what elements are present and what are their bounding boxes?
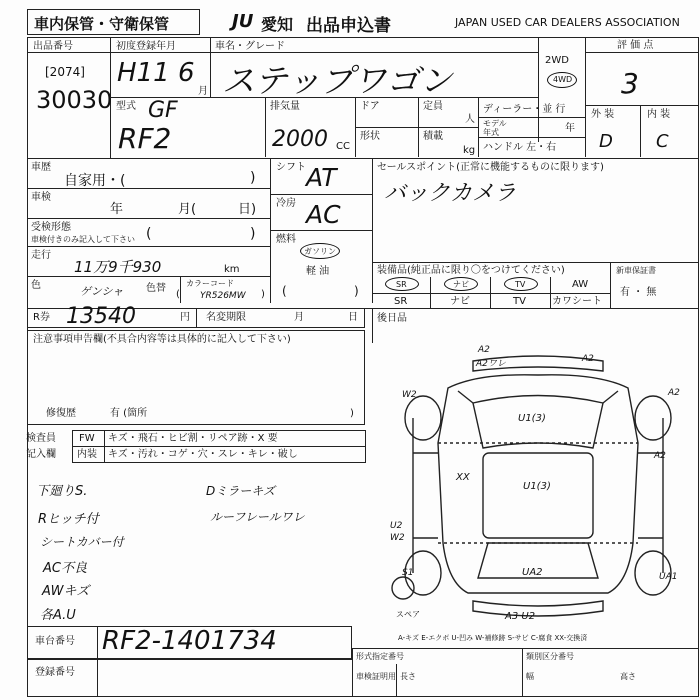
doors-label: ドア — [360, 101, 380, 112]
storage-type-box — [27, 9, 200, 35]
fuel-label: 燃料 — [276, 234, 296, 245]
note-line-4: AC不良 — [43, 561, 87, 576]
diag-mark-1: A2 — [478, 345, 490, 355]
inspector-label-1: 検査員 — [26, 433, 56, 444]
handle-label: ハンドル 左・右 — [483, 142, 557, 153]
logo-text: 愛知 — [261, 15, 294, 34]
change-day: 日 — [348, 312, 358, 323]
color-code-label: カラーコード — [186, 279, 234, 288]
model-value-bottom: RF2 — [118, 122, 172, 155]
note-right-2: ルーフレールワレ — [210, 510, 305, 524]
model-value-top: GF — [148, 98, 178, 123]
cert-width: 幅 — [526, 672, 534, 681]
diag-mark-9: U1(3) — [523, 481, 551, 492]
equipment-item-2: ナビ — [450, 296, 470, 307]
sales-point-value: バックカメラ — [384, 181, 517, 206]
fuel-option: 軽 油 — [306, 266, 330, 277]
equipment-circled-3: TV — [515, 280, 526, 289]
note-line-6: 各A.U — [40, 608, 76, 623]
equipment-aw: AW — [572, 279, 589, 290]
equipment-circled-1: SR — [396, 280, 407, 289]
recycle-label: R券 — [33, 312, 50, 323]
equipment-label: 装備品(純正品に限り〇をつけてください) — [377, 265, 565, 276]
diag-mark-2: A2ワレ — [476, 359, 506, 369]
color-code-value: YR526MW — [200, 291, 246, 301]
displacement-value: 2000 — [272, 127, 328, 152]
chassis-value: RF2-1401734 — [102, 626, 277, 656]
aircon-value: AC — [306, 200, 341, 229]
change-label: 名変期限 — [206, 312, 246, 323]
storage-type: 車内保管・守衛保管 — [34, 15, 170, 33]
lot-label: 出品番号 — [33, 41, 73, 52]
usage-value: 自家用・( — [64, 173, 126, 189]
association-name: JAPAN USED CAR DEALERS ASSOCIATION — [455, 16, 680, 29]
color-value: ゲンシャ — [80, 285, 124, 298]
damage-legend: A-キズ E-エクボ U-凹み W-補修跡 S-サビ C-腐食 XX-交換済 — [398, 634, 588, 642]
sub-type-close: ) — [250, 226, 256, 242]
exterior-value: D — [599, 131, 613, 152]
diag-mark-10: U2 — [390, 521, 403, 531]
equipment-item-3: TV — [513, 296, 526, 307]
interior-ins-label: 内装 — [77, 449, 97, 460]
shape-label: 形状 — [360, 131, 380, 142]
form-title: 出品申込書 — [306, 16, 391, 36]
score-value: 3 — [621, 67, 639, 100]
repair-value: 有 (箇所 — [110, 408, 148, 419]
fuel-open: ( — [282, 284, 287, 298]
recycle-value: 13540 — [66, 304, 136, 329]
fw-items: キズ・飛石・ヒビ割・リペア跡・X 要 — [108, 433, 278, 444]
mileage-unit: km — [224, 264, 240, 275]
notes-label: 注意事項申告欄(不具合内容等は具体的に記入して下さい) — [33, 334, 291, 345]
note-line-3: シートカバー付 — [40, 535, 124, 549]
roof — [483, 453, 593, 538]
usage-label: 車歴 — [31, 162, 51, 173]
logo-mark: JU — [232, 11, 254, 32]
color-close: ) — [261, 289, 265, 300]
right-side — [638, 418, 663, 573]
after-label: 後日品 — [377, 313, 407, 324]
lot-bracket: [2074] — [45, 65, 85, 79]
sub-type-note: 車検付きのみ記入して下さい — [31, 235, 135, 244]
shift-label: シフト — [276, 162, 306, 173]
cert-label: 車検証明用 — [356, 672, 396, 681]
shift-value: AT — [306, 163, 337, 192]
registration-month: 6 — [178, 58, 195, 88]
diag-mark-14: UA1 — [659, 572, 678, 582]
recycle-unit: 円 — [180, 312, 190, 323]
mileage-value: 11万9千930 — [74, 258, 162, 276]
year-unit: 年 — [565, 123, 575, 134]
note-right-1: Dミラーキズ — [206, 484, 276, 498]
color-label: 色 — [31, 280, 41, 291]
equipment-item-1: SR — [394, 296, 408, 307]
sub-type-label: 受検形態 — [31, 222, 71, 233]
paint-label: 色替 — [146, 283, 166, 294]
diag-mark-12: S1 — [402, 568, 414, 578]
repair-close: ) — [350, 408, 354, 419]
new-warranty-value: 有 ・ 無 — [620, 287, 657, 298]
diag-mark-3: A2 — [582, 354, 594, 364]
capacity-unit: 人 — [465, 114, 475, 125]
model-year-label: モデル 年式 — [483, 119, 507, 137]
cert-height: 高さ — [620, 672, 636, 681]
interior-ins-items: キズ・汚れ・コゲ・穴・スレ・キレ・破し — [108, 449, 298, 460]
mileage-label: 走行 — [31, 250, 51, 261]
equipment-circled-2: ナビ — [453, 280, 469, 289]
model-label: 型式 — [116, 101, 136, 112]
aircon-label: 冷房 — [276, 198, 296, 209]
diag-mark-6: U1(3) — [518, 413, 546, 424]
diag-mark-7: A2 — [654, 451, 666, 461]
load-label: 積載 — [423, 131, 443, 142]
drive-value: 4WD — [553, 75, 573, 84]
car-name-label: 車名・グレード — [215, 41, 285, 52]
wheel-fr — [635, 396, 671, 440]
cert-length: 長さ — [400, 672, 416, 681]
score-label: 評 価 点 — [617, 40, 654, 51]
exterior-label: 外 装 — [591, 109, 615, 120]
diag-mark-8: XX — [456, 472, 470, 483]
usage-close: ) — [250, 170, 256, 186]
inspection-label: 車検 — [31, 192, 51, 203]
capacity-label: 定員 — [423, 101, 443, 112]
note-line-1: 下廻りS. — [36, 484, 88, 499]
displacement-unit: CC — [336, 141, 350, 152]
note-line-5: AWキズ — [42, 584, 90, 599]
registration-label: 初度登録年月 — [116, 41, 176, 52]
sales-point-label: セールスポイント(正常に機能するものに限ります) — [377, 162, 604, 173]
class-no-label: 類別区分番号 — [526, 652, 574, 661]
diag-mark-5: A2 — [668, 388, 680, 398]
fuel-close: ) — [354, 284, 359, 298]
type-no-label: 形式指定番号 — [356, 652, 404, 661]
rear-bumper — [473, 601, 603, 616]
diag-mark-4: W2 — [402, 390, 417, 400]
inspector-label-2: 記入欄 — [26, 449, 56, 460]
fuel-circled: ガソリン — [304, 247, 336, 256]
equipment-item-4: カワシート — [552, 296, 602, 307]
chassis-label: 車台番号 — [35, 636, 75, 647]
left-side — [413, 418, 438, 573]
inspection-month: 月( — [178, 202, 197, 217]
dealer-label: ディーラー・並 行 — [483, 104, 566, 115]
registration-era-year: H11 — [117, 58, 170, 88]
drive-label: 2WD — [545, 55, 569, 66]
interior-label: 内 装 — [647, 109, 671, 120]
inspection-day: 日) — [238, 202, 257, 217]
note-line-2: Rヒッチ付 — [38, 512, 99, 527]
reg-no-label: 登録番号 — [35, 667, 75, 678]
displacement-label: 排気量 — [270, 101, 300, 112]
wheel-fl — [405, 396, 441, 440]
spare-label: スペア — [396, 610, 420, 619]
diag-mark-11: W2 — [390, 533, 405, 543]
lot-number: 30030 — [36, 86, 113, 114]
registration-month-unit: 月 — [198, 86, 208, 97]
fw-label: FW — [79, 433, 95, 444]
load-unit: kg — [463, 145, 476, 156]
diag-mark-13: UA2 — [522, 567, 543, 578]
new-warranty-label: 新車保証書 — [616, 266, 656, 275]
car-name-value: ステップワゴン — [222, 61, 453, 100]
diag-mark-15: A3 U2 — [505, 611, 536, 622]
color-open: ( — [176, 289, 180, 300]
interior-value: C — [656, 131, 669, 152]
inspection-year: 年 — [110, 202, 124, 217]
repair-label: 修復歴 — [46, 408, 76, 419]
sub-type-open: ( — [146, 226, 152, 242]
change-month: 月 — [294, 312, 304, 323]
